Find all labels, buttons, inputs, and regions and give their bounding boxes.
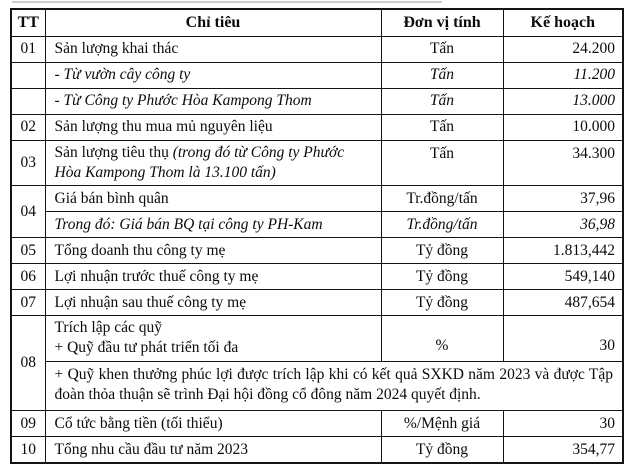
column-header-1: Chỉ tiêu	[45, 9, 381, 37]
table-row	[11, 212, 623, 238]
row-number-cell	[11, 89, 45, 115]
indicator-cell: Tổng doanh thu công ty mẹ	[45, 238, 381, 264]
row-number-cell	[11, 63, 45, 89]
indicator-cell: Tổng nhu cầu đầu tư năm 2023	[45, 437, 381, 464]
row-number-cell: 04	[11, 186, 45, 238]
indicator-cell	[45, 316, 381, 361]
indicator-cell	[45, 141, 381, 186]
unit-cell: Tấn	[381, 89, 503, 115]
table-row	[11, 115, 623, 141]
unit-cell: %	[381, 316, 503, 361]
plan-value-cell: 354,77	[503, 437, 623, 464]
indicator-cell: Giá bán bình quân	[45, 186, 381, 212]
table-row	[11, 37, 623, 63]
unit-cell: Tr.đồng/tấn	[381, 186, 503, 212]
unit-cell: Tr.đồng/tấn	[381, 212, 503, 238]
table-head	[11, 9, 623, 37]
plan-value-cell: 10.000	[503, 115, 623, 141]
indicator-cell: - Từ Công ty Phước Hòa Kampong Thom	[45, 89, 381, 115]
indicator-cell: Lợi nhuận sau thuế công ty mẹ	[45, 290, 381, 316]
indicator-cell: Lợi nhuận trước thuế công ty mẹ	[45, 264, 381, 290]
unit-cell: Tỷ đồng	[381, 290, 503, 316]
plan-value-cell: 36,98	[503, 212, 623, 238]
row-number-cell: 06	[11, 264, 45, 290]
indicator-cell: - Từ vườn cây công ty	[45, 63, 381, 89]
indicator-text: Sản lượng tiêu thụ	[54, 144, 173, 161]
plan-value-cell: 34.300	[503, 141, 623, 186]
indicator-cell: Trong đó: Giá bán BQ tại công ty PH-Kam	[45, 212, 381, 238]
scan-artifact-line	[12, 1, 442, 3]
unit-cell: Tấn	[381, 141, 503, 186]
table-row	[11, 361, 623, 411]
row-number-cell: 03	[11, 141, 45, 186]
plan-value-cell: 37,96	[503, 186, 623, 212]
row-number-cell: 01	[11, 37, 45, 63]
table-body	[11, 37, 623, 464]
business-plan-table	[10, 8, 624, 464]
plan-value-cell: 24.200	[503, 37, 623, 63]
plan-value-cell: 13.000	[503, 89, 623, 115]
unit-cell: Tỷ đồng	[381, 437, 503, 464]
row-number-cell: 10	[11, 437, 45, 464]
note-cell: + Quỹ khen thưởng phúc lợi được trích lập khi có kết quả SXKD năm 2023 và được Tập đoàn thỏa thuận sẽ trình Đại hội đồng cổ đông năm 2024 quyết định.	[45, 361, 623, 411]
table-row	[11, 411, 623, 437]
table-row	[11, 264, 623, 290]
table-row	[11, 186, 623, 212]
column-header-3: Kế hoạch	[503, 9, 623, 37]
indicator-line-1: + Quỹ đầu tư phát triển tối đa	[54, 339, 239, 357]
column-header-2: Đơn vị tính	[381, 9, 503, 37]
plan-value-cell: 30	[503, 411, 623, 437]
plan-value-cell: 30	[503, 316, 623, 361]
indicator-cell: Sản lượng thu mua mủ nguyên liệu	[45, 115, 381, 141]
table-row	[11, 437, 623, 464]
unit-cell: Tỷ đồng	[381, 264, 503, 290]
table-row	[11, 89, 623, 115]
row-number-cell: 05	[11, 238, 45, 264]
unit-cell: %/Mệnh giá	[381, 411, 503, 437]
plan-value-cell: 487,654	[503, 290, 623, 316]
unit-cell: Tỷ đồng	[381, 238, 503, 264]
table-row	[11, 63, 623, 89]
table-row	[11, 238, 623, 264]
table-row	[11, 290, 623, 316]
plan-value-cell: 1.813,442	[503, 238, 623, 264]
row-number-cell: 09	[11, 411, 45, 437]
indicator-cell: Cổ tức bằng tiền (tối thiểu)	[45, 411, 381, 437]
indicator-line-0: Trích lập các quỹ	[54, 319, 162, 337]
header-row	[11, 9, 623, 37]
indicator-note-italic: (trong đó từ Công ty Phước Hòa Kampong Thom là 13.100 tấn)	[54, 144, 345, 182]
unit-cell: Tấn	[381, 63, 503, 89]
table-row	[11, 316, 623, 361]
table-row	[11, 141, 623, 186]
row-number-cell: 08	[11, 316, 45, 411]
unit-cell: Tấn	[381, 115, 503, 141]
row-number-cell: 02	[11, 115, 45, 141]
unit-cell: Tấn	[381, 37, 503, 63]
column-header-0: TT	[11, 9, 45, 37]
row-number-cell: 07	[11, 290, 45, 316]
indicator-cell: Sản lượng khai thác	[45, 37, 381, 63]
plan-value-cell: 549,140	[503, 264, 623, 290]
plan-value-cell: 11.200	[503, 63, 623, 89]
